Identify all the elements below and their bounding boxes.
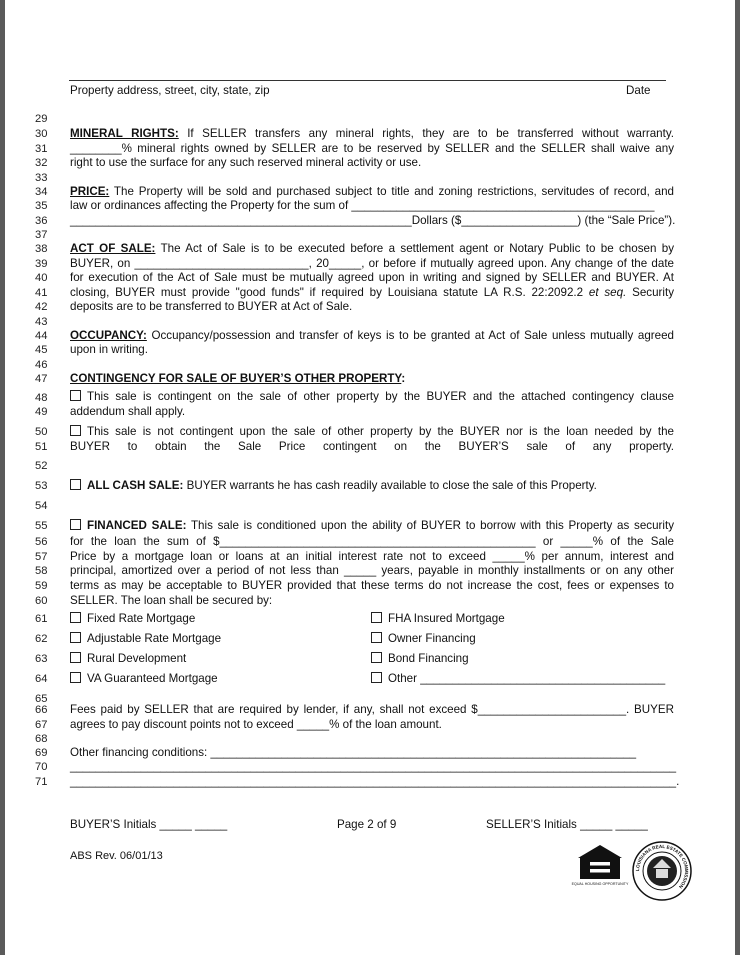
act-of-sale-l4a: closing, BUYER must provide "good funds" if required by Louisiana statute LA R.S. 22:2092.2 [70,286,589,299]
contingency-heading-line [70,372,405,386]
act-of-sale-et-seq: et seq. [588,286,627,299]
fha-insured-checkbox[interactable] [371,612,382,623]
va-guaranteed-label: VA Guaranteed Mortgage [87,672,218,685]
line-number: 49 [35,406,48,418]
line-number: 56 [35,536,48,548]
bond-financing-checkbox[interactable] [371,652,382,663]
line-number: 45 [35,344,48,356]
other-financing-line-2: ______________________________________________________________________________________________ [70,760,677,773]
loan-option-bond-financing [371,652,469,666]
page-number: Page 2 of 9 [337,818,397,831]
revision-label: ABS Rev. 06/01/13 [70,850,163,862]
line-number: 70 [35,761,48,773]
loan-option-va-guaranteed [70,672,218,686]
line-number: 59 [35,580,48,592]
other-financing-line-1: Other financing conditions: __________________________________________________________________ [70,746,637,759]
line-number: 65 [35,693,48,705]
line-number: 41 [35,287,48,299]
all-cash-sale-line [70,479,597,493]
date-label: Date [626,84,651,97]
line-number: 71 [35,776,48,788]
line-number: 35 [35,200,48,212]
line-number: 68 [35,733,48,745]
act-of-sale-l4c: Security [626,286,674,299]
equal-housing-logo [571,843,629,889]
occupancy-heading: OCCUPANCY: [70,329,147,342]
contingency-option-2-line-2: BUYER to obtain the Sale Price contingent on the BUYER’S sale of any property. [70,440,674,453]
fha-insured-label: FHA Insured Mortgage [388,612,505,625]
line-number: 30 [35,128,48,140]
line-number: 63 [35,653,48,665]
act-of-sale-text: The Act of Sale is to be executed before a settlement agent or Notary Public to be chosen by [155,242,674,255]
price-heading: PRICE: [70,185,110,198]
loan-option-owner-financing [371,632,476,646]
buyer-initials: BUYER’S Initials _____ _____ [70,818,228,831]
fees-line-1: Fees paid by SELLER that are required by lender, if any, shall not exceed $_______________________. BUYER [70,703,674,716]
line-number: 64 [35,673,48,685]
line-number: 44 [35,330,48,342]
all-cash-sale-text: BUYER warrants he has cash readily available to close the sale of this Property. [183,479,597,492]
act-of-sale-heading: ACT OF SALE: [70,242,156,255]
financed-sale-line-1 [70,519,674,533]
loan-option-rural-development [70,652,186,666]
line-number: 31 [35,143,48,155]
financed-sale-line-2: for the loan the sum of $_________________________________________________ or _____% of the Sale [70,535,674,548]
address-label: Property address, street, city, state, zip [70,84,270,97]
line-number: 69 [35,747,48,759]
line-number: 66 [35,704,48,716]
loan-option-adjustable-rate [70,632,221,646]
financed-sale-line-4: principal, amortized over a period of not less than _____ years, payable in monthly installments or on any other [70,564,674,577]
line-number: 57 [35,551,48,563]
line-number: 42 [35,301,48,313]
not-contingent-checkbox[interactable] [70,425,81,436]
line-number: 43 [35,316,48,328]
act-of-sale-line-3: for execution of the Act of Sale must be mutually agreed upon in writing and signed by SELLER and BUYER. At [70,271,674,284]
financed-sale-line-5: terms as may be acceptable to BUYER provided that these terms do not increase the cost, fees or expenses to [70,579,674,592]
loan-option-fixed-rate [70,612,195,626]
all-cash-sale-heading: ALL CASH SALE: [87,479,184,492]
line-number: 50 [35,426,48,438]
line-number: 67 [35,719,48,731]
rural-development-label: Rural Development [87,652,187,665]
other-label: Other ______________________________________ [388,672,666,685]
mineral-rights-line-3: right to use the surface for any such reserved mineral activity or use. [70,156,422,169]
contingency-option-1-line-1 [70,390,674,404]
mineral-rights-heading: MINERAL RIGHTS: [70,127,179,140]
other-financing-line-3: ______________________________________________________________________________________________. [70,775,680,788]
fixed-rate-checkbox[interactable] [70,612,81,623]
occupancy-line-2: upon in writing. [70,343,148,356]
occupancy-line-1 [70,329,674,343]
price-line-1 [70,185,674,199]
line-number: 60 [35,595,48,607]
contingency-heading: CONTINGENCY FOR SALE OF BUYER’S OTHER PROPERTY [70,372,402,385]
owner-financing-checkbox[interactable] [371,632,382,643]
price-line-2: law or ordinances affecting the Property for the sum of _______________________________________________ [70,199,655,212]
seller-initials: SELLER’S Initials _____ _____ [486,818,648,831]
contingency-option-1-line-2: addendum shall apply. [70,405,186,418]
occupancy-text: Occupancy/possession and transfer of keys is to be granted at Act of Sale unless mutually agreed [146,329,674,342]
document-page [5,0,735,955]
contingency-option-2-line-1 [70,425,674,439]
loan-option-other [371,672,665,686]
financed-sale-heading: FINANCED SALE: [87,519,187,532]
line-number: 54 [35,500,48,512]
line-number: 36 [35,215,48,227]
loan-option-fha-insured [371,612,505,626]
contingent-checkbox[interactable] [70,390,81,401]
line-number: 39 [35,258,48,270]
financed-sale-text: This sale is conditioned upon the ability of BUYER to borrow with this Property as security [186,519,674,532]
line-number: 38 [35,243,48,255]
line-number: 33 [35,172,48,184]
line-number: 29 [35,113,48,125]
mineral-rights-line-2: ________% mineral rights owned by SELLER are to be reserved by SELLER and the SELLER shall waive any [70,142,674,155]
price-line-3: _____________________________________________________Dollars ($__________________) (the “Sale Price”). [70,214,676,227]
contingent-label: This sale is contingent on the sale of other property by the BUYER and the attached contingency clause [87,390,674,403]
line-number: 47 [35,373,48,385]
act-of-sale-line-2: BUYER, on ___________________________, 20_____, or before if mutually agreed upon. Any change of the date [70,257,674,270]
contingency-colon: : [401,372,406,385]
line-number: 62 [35,633,48,645]
equal-housing-text: EQUAL HOUSING OPPORTUNITY [571,882,629,886]
real-estate-commission-seal [631,840,693,902]
line-number: 55 [35,520,48,532]
line-number: 34 [35,186,48,198]
act-of-sale-line-4 [70,286,674,300]
rural-development-checkbox[interactable] [70,652,81,663]
line-number: 53 [35,480,48,492]
bond-financing-label: Bond Financing [388,652,469,665]
owner-financing-label: Owner Financing [388,632,476,645]
other-checkbox[interactable] [371,672,382,683]
financed-sale-line-3: Price by a mortgage loan or loans at an initial interest rate not to exceed _____% per annum, interest and [70,550,674,563]
address-signature-line [69,80,666,81]
line-number: 52 [35,460,48,472]
line-number: 48 [35,392,48,404]
adjustable-rate-label: Adjustable Rate Mortgage [87,632,222,645]
line-number: 32 [35,157,48,169]
act-of-sale-line-1 [70,242,674,256]
financed-sale-checkbox[interactable] [70,519,81,530]
line-number: 61 [35,613,48,625]
all-cash-sale-checkbox[interactable] [70,479,81,490]
financed-sale-line-6: SELLER. The loan shall be secured by: [70,594,273,607]
mineral-rights-text: If SELLER transfers any mineral rights, they are to be transferred without warranty. [178,127,674,140]
line-number: 46 [35,359,48,371]
line-number: 40 [35,272,48,284]
mineral-rights-line-1 [70,127,674,141]
line-number: 58 [35,565,48,577]
va-guaranteed-checkbox[interactable] [70,672,81,683]
act-of-sale-line-5: deposits are to be transferred to BUYER at Act of Sale. [70,300,353,313]
fixed-rate-label: Fixed Rate Mortgage [87,612,196,625]
price-text: The Property will be sold and purchased subject to title and zoning restrictions, servitudes of record, and [109,185,674,198]
seal-text: LOUISIANA REAL ESTATE COMMISSION [634,843,690,890]
not-contingent-label: This sale is not contingent upon the sale of other property by the BUYER nor is the loan needed by the [87,425,674,438]
line-number: 51 [35,441,48,453]
fees-line-2: agrees to pay discount points not to exceed _____% of the loan amount. [70,718,442,731]
adjustable-rate-checkbox[interactable] [70,632,81,643]
line-number: 37 [35,229,48,241]
